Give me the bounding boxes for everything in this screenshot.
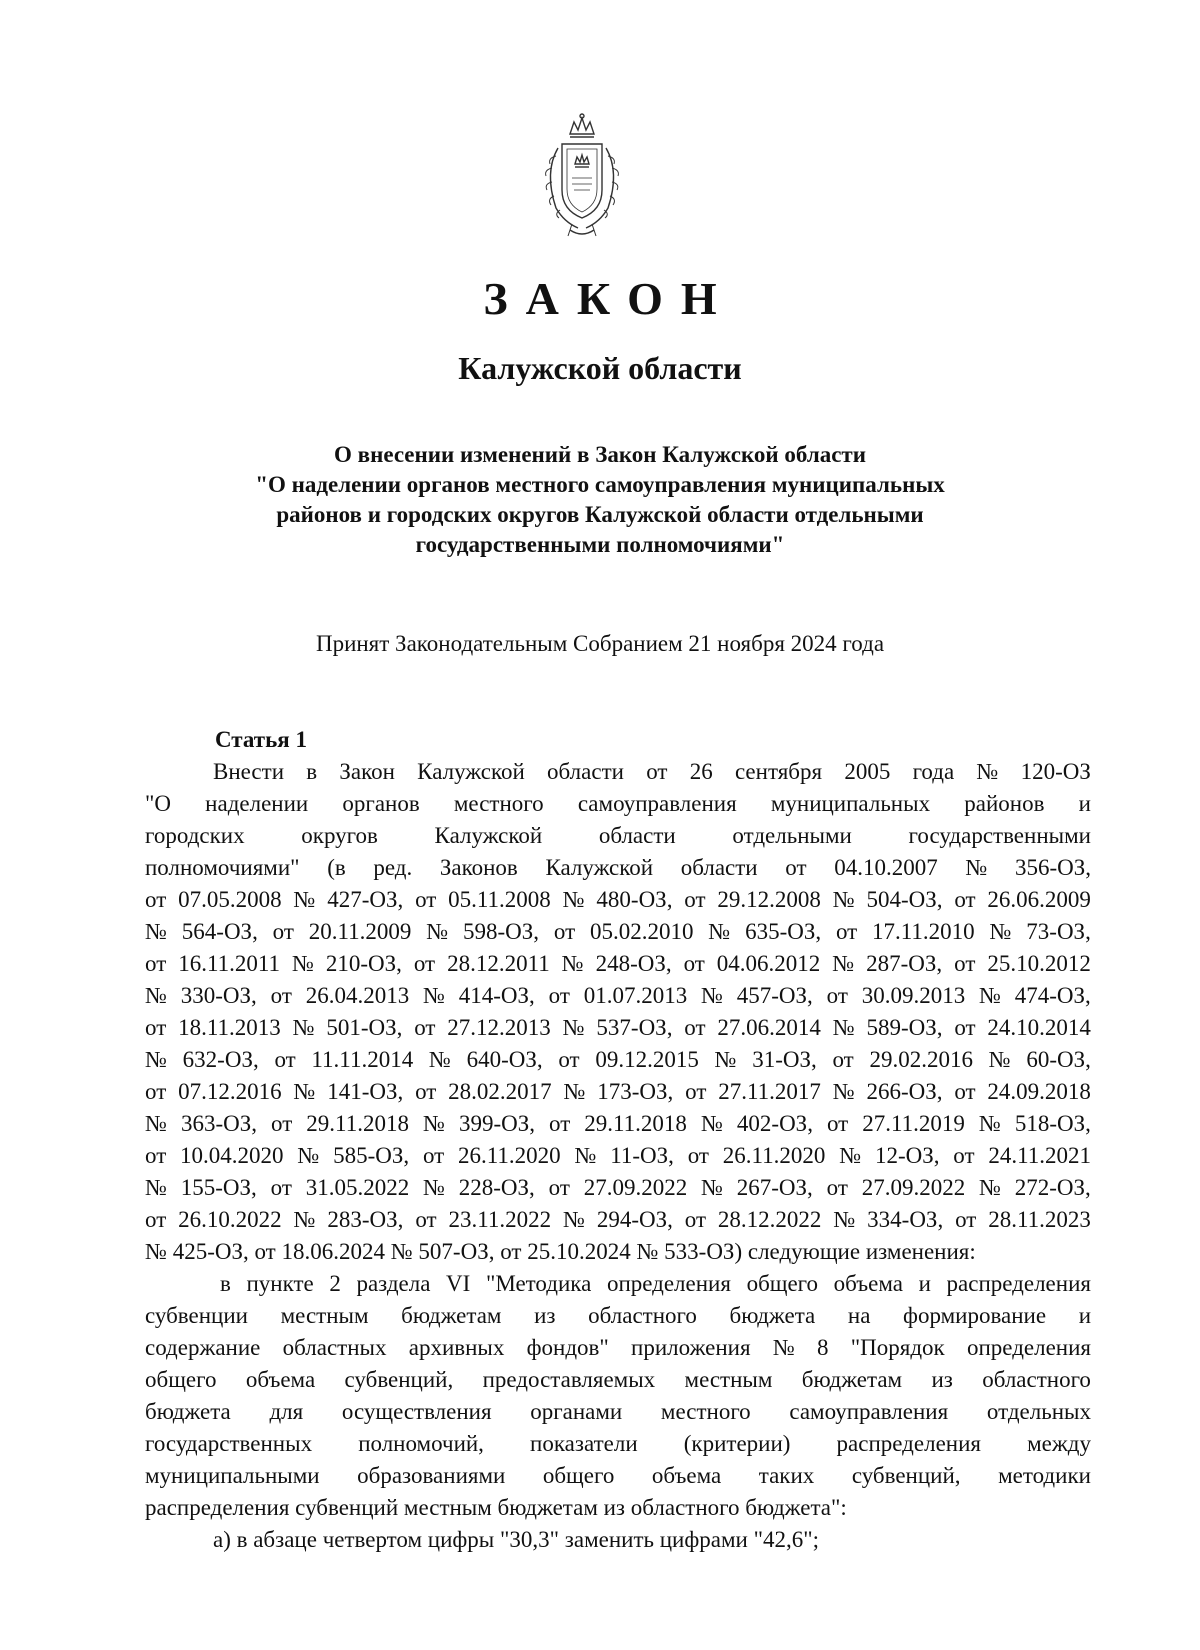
word: 635-ОЗ, — [745, 919, 822, 944]
word: Внести — [213, 759, 284, 784]
word: органами — [530, 1399, 623, 1424]
word: распределения субвенций местным бюджетам из областного бюджета": — [145, 1495, 847, 1520]
word: 518-ОЗ, — [1014, 1111, 1091, 1136]
word: местного — [660, 1399, 751, 1424]
word: местного — [453, 791, 544, 816]
word: 155-ОЗ, — [180, 1175, 257, 1200]
word: бюджетам — [401, 1303, 502, 1328]
word: общего — [542, 1463, 615, 1488]
word: полномочиями" — [145, 855, 300, 880]
word: № — [145, 983, 167, 1008]
word: 2 — [329, 1271, 341, 1296]
word: 26.04.2013 — [305, 983, 410, 1008]
text-line — [145, 1364, 1091, 1396]
word: отдельными — [732, 823, 852, 848]
word: от — [683, 951, 705, 976]
text-line — [145, 1396, 1091, 1428]
word: 04.10.2007 — [834, 855, 938, 880]
word: 334-ОЗ, — [867, 1207, 944, 1232]
word: № — [708, 919, 731, 944]
word: самоуправления — [789, 1399, 949, 1424]
word: от — [553, 919, 576, 944]
word: 474-ОЗ, — [1014, 983, 1091, 1008]
word: от — [274, 1047, 296, 1072]
word: государственными — [908, 823, 1091, 848]
word: от — [549, 1111, 571, 1136]
word: 26.10.2022 — [178, 1207, 282, 1232]
word: от — [422, 1143, 445, 1168]
document-title — [180, 440, 1020, 560]
word: полномочий, — [358, 1431, 484, 1456]
word: 330-ОЗ, — [180, 983, 257, 1008]
word: от — [270, 1175, 292, 1200]
word: № — [976, 759, 999, 784]
word: 29.12.2008 — [717, 887, 821, 912]
word: 28.12.2011 — [447, 951, 550, 976]
word: от — [832, 1047, 854, 1072]
text-line — [145, 1236, 1091, 1268]
word: 120-ОЗ — [1020, 759, 1091, 784]
word: от — [271, 1111, 293, 1136]
word: 272-ОЗ, — [1014, 1175, 1091, 1200]
word: № — [989, 919, 1012, 944]
word: 294-ОЗ, — [596, 1207, 673, 1232]
word: № — [423, 983, 445, 1008]
word: 28.02.2017 — [448, 1079, 552, 1104]
word: 18.11.2013 — [178, 1015, 281, 1040]
word: 73-ОЗ, — [1026, 919, 1091, 944]
word: от — [145, 1207, 167, 1232]
word: раздела — [356, 1271, 431, 1296]
word: 414-ОЗ, — [458, 983, 535, 1008]
word: объема — [833, 1271, 903, 1296]
word: области — [680, 855, 758, 880]
word: 27.11.2019 — [862, 1111, 965, 1136]
word: из — [931, 1367, 953, 1392]
word: 25.10.2012 — [987, 951, 1091, 976]
word: 356-ОЗ, — [1014, 855, 1091, 880]
word: от — [415, 1207, 437, 1232]
word: от — [687, 1143, 709, 1168]
word: № — [978, 1111, 1001, 1136]
word: местным — [280, 1303, 369, 1328]
word: № — [297, 1143, 320, 1168]
word: 363-ОЗ, — [180, 1111, 258, 1136]
word: 11-ОЗ, — [610, 1143, 674, 1168]
word: № — [563, 1207, 585, 1232]
title-line: "О наделении органов местного самоуправления муниципальных — [255, 472, 945, 497]
word: от — [646, 759, 668, 784]
word: субвенций, — [344, 1367, 454, 1392]
word: 30.09.2013 — [861, 983, 966, 1008]
word: № — [422, 1111, 445, 1136]
word: 31.05.2022 — [305, 1175, 410, 1200]
word: распределения — [836, 1431, 981, 1456]
word: 141-ОЗ, — [327, 1079, 404, 1104]
word: года — [912, 759, 955, 784]
region-heading: Калужской области — [458, 350, 742, 386]
word: № — [145, 1111, 167, 1136]
word: осуществления — [341, 1399, 492, 1424]
title-line: районов и городских округов Калужской области отдельными — [276, 502, 924, 527]
word: № 425-ОЗ, от 18.06.2024 № 507-ОЗ, от 25.10.2024 № 533-ОЗ) следующие изменения: — [145, 1239, 976, 1264]
word: образованиями — [357, 1463, 506, 1488]
word: № — [979, 1175, 1001, 1200]
word: от — [145, 887, 167, 912]
word: № — [428, 1047, 451, 1072]
text-line — [145, 1044, 1091, 1076]
word: 26.11.2020 — [457, 1143, 561, 1168]
word: 585-ОЗ, — [333, 1143, 410, 1168]
word: 8 — [817, 1335, 829, 1360]
word: области — [547, 759, 624, 784]
word: Калужской — [545, 855, 654, 880]
word: на — [847, 1303, 871, 1328]
text-line — [145, 1268, 1091, 1300]
word: № — [426, 919, 449, 944]
word: Калужской — [417, 759, 525, 784]
word: № — [291, 951, 314, 976]
word: № — [145, 1175, 167, 1200]
word: № — [145, 1047, 167, 1072]
text-line — [145, 1172, 1091, 1204]
word: 07.12.2016 — [178, 1079, 282, 1104]
word: 589-ОЗ, — [866, 1015, 943, 1040]
word: VI — [446, 1271, 471, 1296]
word: для — [269, 1399, 304, 1424]
word: 29.11.2018 — [306, 1111, 409, 1136]
word: а) в абзаце четвертом цифры "30,3" заменить цифрами "42,6"; — [213, 1527, 819, 1552]
word: из — [534, 1303, 556, 1328]
word: 23.11.2022 — [448, 1207, 552, 1232]
article-heading: Статья 1 — [215, 727, 307, 752]
word: от — [414, 1015, 436, 1040]
text-line — [145, 916, 1091, 948]
word: от — [548, 983, 570, 1008]
word: таких — [758, 1463, 815, 1488]
word: 228-ОЗ, — [458, 1175, 535, 1200]
word: сентября — [734, 759, 823, 784]
word: от — [685, 1079, 707, 1104]
word: отдельных — [986, 1399, 1091, 1424]
word: 11.11.2014 — [311, 1047, 414, 1072]
word: 27.12.2013 — [447, 1015, 551, 1040]
word: предоставляемых — [482, 1367, 656, 1392]
word: архивных — [408, 1335, 505, 1360]
word: 248-ОЗ, — [595, 951, 672, 976]
word: 27.06.2014 — [717, 1015, 821, 1040]
word: "Порядок — [850, 1335, 945, 1360]
word: и — [1078, 1303, 1091, 1328]
word: округов — [301, 823, 378, 848]
text-line — [145, 884, 1091, 916]
title-line: О внесении изменений в Закон Калужской области — [334, 442, 866, 467]
word: от — [954, 951, 976, 976]
word: 457-ОЗ, — [736, 983, 813, 1008]
word: от — [413, 951, 436, 976]
word: 31-ОЗ, — [752, 1047, 817, 1072]
word: муниципальных — [770, 791, 931, 816]
word: методики — [998, 1463, 1091, 1488]
word: от — [826, 1175, 848, 1200]
word: от — [684, 887, 706, 912]
word: № — [965, 855, 988, 880]
text-line — [145, 1108, 1091, 1140]
word: 09.12.2015 — [595, 1047, 699, 1072]
word: 26.06.2009 — [987, 887, 1091, 912]
word: 537-ОЗ, — [596, 1015, 673, 1040]
word: 27.11.2017 — [718, 1079, 821, 1104]
word: 29.02.2016 — [869, 1047, 973, 1072]
word: № — [292, 1015, 315, 1040]
word: № — [839, 1143, 862, 1168]
word: 17.11.2010 — [872, 919, 975, 944]
word: 173-ОЗ, — [597, 1079, 674, 1104]
word: 598-ОЗ, — [463, 919, 540, 944]
word: самоуправления — [577, 791, 737, 816]
adoption-statement: Принят Законодательным Собранием 21 ноября 2024 года — [315, 631, 885, 656]
word: от — [684, 1207, 707, 1232]
word: 24.11.2021 — [988, 1143, 1091, 1168]
text-line — [145, 1076, 1091, 1108]
word: № — [832, 1079, 855, 1104]
word: содержание — [145, 1335, 261, 1360]
word: субвенции — [145, 1303, 248, 1328]
text-line — [145, 756, 1091, 788]
word: от — [272, 919, 294, 944]
word: от — [548, 1175, 570, 1200]
word: бюджетам — [801, 1367, 903, 1392]
word: 01.07.2013 — [583, 983, 688, 1008]
word: от — [415, 887, 437, 912]
word: государственных — [145, 1431, 313, 1456]
word: области — [598, 823, 676, 848]
word: 402-ОЗ, — [736, 1111, 813, 1136]
article-body — [145, 724, 1091, 1556]
word: от — [415, 1079, 437, 1104]
text-line — [145, 820, 1091, 852]
word: областных — [282, 1335, 387, 1360]
word: показатели — [530, 1431, 638, 1456]
word: 210-ОЗ, — [325, 951, 402, 976]
word: распределения — [946, 1271, 1091, 1296]
word: № — [701, 1175, 723, 1200]
word: (критерии) — [683, 1431, 791, 1456]
word: № — [700, 1111, 723, 1136]
word: объема — [651, 1463, 722, 1488]
word: № — [562, 1015, 585, 1040]
word: № — [423, 1175, 445, 1200]
document-type-heading: ЗАКОН — [483, 273, 735, 324]
word: 29.11.2018 — [584, 1111, 687, 1136]
word: 20.11.2009 — [308, 919, 412, 944]
text-line — [145, 1300, 1091, 1332]
word: от — [954, 1015, 976, 1040]
word: № — [293, 887, 316, 912]
word: между — [1027, 1431, 1091, 1456]
word: от — [835, 919, 858, 944]
word: 564-ОЗ, — [181, 919, 258, 944]
word: "Методика — [485, 1271, 592, 1296]
text-line — [145, 1524, 1091, 1556]
word: 640-ОЗ, — [466, 1047, 543, 1072]
word: от — [954, 1079, 976, 1104]
word: наделении — [205, 791, 309, 816]
word: областного — [982, 1367, 1091, 1392]
word: от — [826, 983, 848, 1008]
word: областного — [588, 1303, 697, 1328]
word: 283-ОЗ, — [327, 1207, 404, 1232]
word: районов — [964, 791, 1045, 816]
word: пункте — [246, 1271, 314, 1296]
word: от — [145, 951, 167, 976]
word: 28.12.2022 — [717, 1207, 822, 1232]
word: 27.09.2022 — [861, 1175, 966, 1200]
word: № — [979, 983, 1001, 1008]
word: 26.11.2020 — [722, 1143, 826, 1168]
word: от — [953, 1143, 975, 1168]
word: определения — [606, 1271, 731, 1296]
text-line — [145, 1428, 1091, 1460]
word: 24.09.2018 — [987, 1079, 1091, 1104]
word: № — [561, 951, 584, 976]
text-line — [145, 948, 1091, 980]
word: городских — [145, 823, 245, 848]
word: № — [562, 887, 585, 912]
word: 07.05.2008 — [178, 887, 282, 912]
word: субвенций, — [851, 1463, 961, 1488]
word: 05.11.2008 — [448, 887, 551, 912]
word: 28.11.2023 — [988, 1207, 1091, 1232]
word: № — [772, 1335, 795, 1360]
coat-of-arms-icon — [534, 112, 630, 242]
word: Закон — [339, 759, 395, 784]
word: № — [701, 983, 723, 1008]
word: 05.02.2010 — [589, 919, 694, 944]
word: № — [832, 1015, 855, 1040]
word: № — [833, 1207, 856, 1232]
word: в — [306, 759, 318, 784]
word: 266-ОЗ, — [866, 1079, 943, 1104]
text-line — [145, 852, 1091, 884]
word: № — [714, 1047, 737, 1072]
text-line — [145, 1332, 1091, 1364]
text-line — [145, 1492, 1091, 1524]
word: местным — [684, 1367, 773, 1392]
text-line — [145, 1140, 1091, 1172]
word: определения — [966, 1335, 1091, 1360]
word: 399-ОЗ, — [458, 1111, 535, 1136]
text-line — [145, 1204, 1091, 1236]
word: 480-ОЗ, — [596, 887, 673, 912]
word: 427-ОЗ, — [327, 887, 404, 912]
word: № — [145, 919, 167, 944]
word: 12-ОЗ, — [874, 1143, 940, 1168]
word: 267-ОЗ, — [736, 1175, 813, 1200]
word: ред. — [373, 855, 413, 880]
word: 2005 — [844, 759, 891, 784]
word: (в — [327, 855, 346, 880]
word: № — [293, 1207, 316, 1232]
word: органов — [342, 791, 420, 816]
word: № — [563, 1079, 586, 1104]
word: от — [826, 1111, 849, 1136]
word: № — [832, 887, 855, 912]
word: 504-ОЗ, — [866, 887, 943, 912]
word: от — [145, 1015, 167, 1040]
word: от — [558, 1047, 580, 1072]
text-line — [145, 788, 1091, 820]
word: в — [220, 1271, 231, 1296]
word: муниципальными — [145, 1463, 320, 1488]
word: № — [832, 951, 855, 976]
text-line — [145, 1012, 1091, 1044]
word: от — [954, 887, 976, 912]
text-line — [145, 1460, 1091, 1492]
word: 26 — [689, 759, 713, 784]
word: от — [684, 1015, 706, 1040]
text-line — [145, 980, 1091, 1012]
word: и — [1078, 791, 1091, 816]
word: формирование — [903, 1303, 1047, 1328]
word: Калужской — [434, 823, 543, 848]
word: от — [270, 983, 292, 1008]
word: "О — [145, 791, 171, 816]
word: приложения — [631, 1335, 751, 1360]
word: от — [145, 1079, 167, 1104]
word: объема — [245, 1367, 316, 1392]
word: № — [574, 1143, 597, 1168]
word: от — [145, 1143, 167, 1168]
word: и — [918, 1271, 931, 1296]
word: № — [293, 1079, 316, 1104]
word: 04.06.2012 — [716, 951, 821, 976]
word: 10.04.2020 — [180, 1143, 284, 1168]
title-line: государственными полномочиями" — [415, 532, 785, 557]
word: 632-ОЗ, — [182, 1047, 259, 1072]
word: 24.10.2014 — [987, 1015, 1091, 1040]
word: 60-ОЗ, — [1026, 1047, 1091, 1072]
word: общего — [145, 1367, 217, 1392]
word: № — [988, 1047, 1011, 1072]
word: 27.09.2022 — [583, 1175, 688, 1200]
word: бюджета — [145, 1399, 231, 1424]
word: общего — [746, 1271, 819, 1296]
word: от — [955, 1207, 977, 1232]
article-text — [145, 756, 1091, 1556]
word: от — [785, 855, 807, 880]
word: Законов — [439, 855, 518, 880]
word: бюджета — [729, 1303, 816, 1328]
word: фондов" — [526, 1335, 609, 1360]
word: 501-ОЗ, — [326, 1015, 403, 1040]
word: 16.11.2011 — [178, 951, 280, 976]
word: 287-ОЗ, — [866, 951, 943, 976]
